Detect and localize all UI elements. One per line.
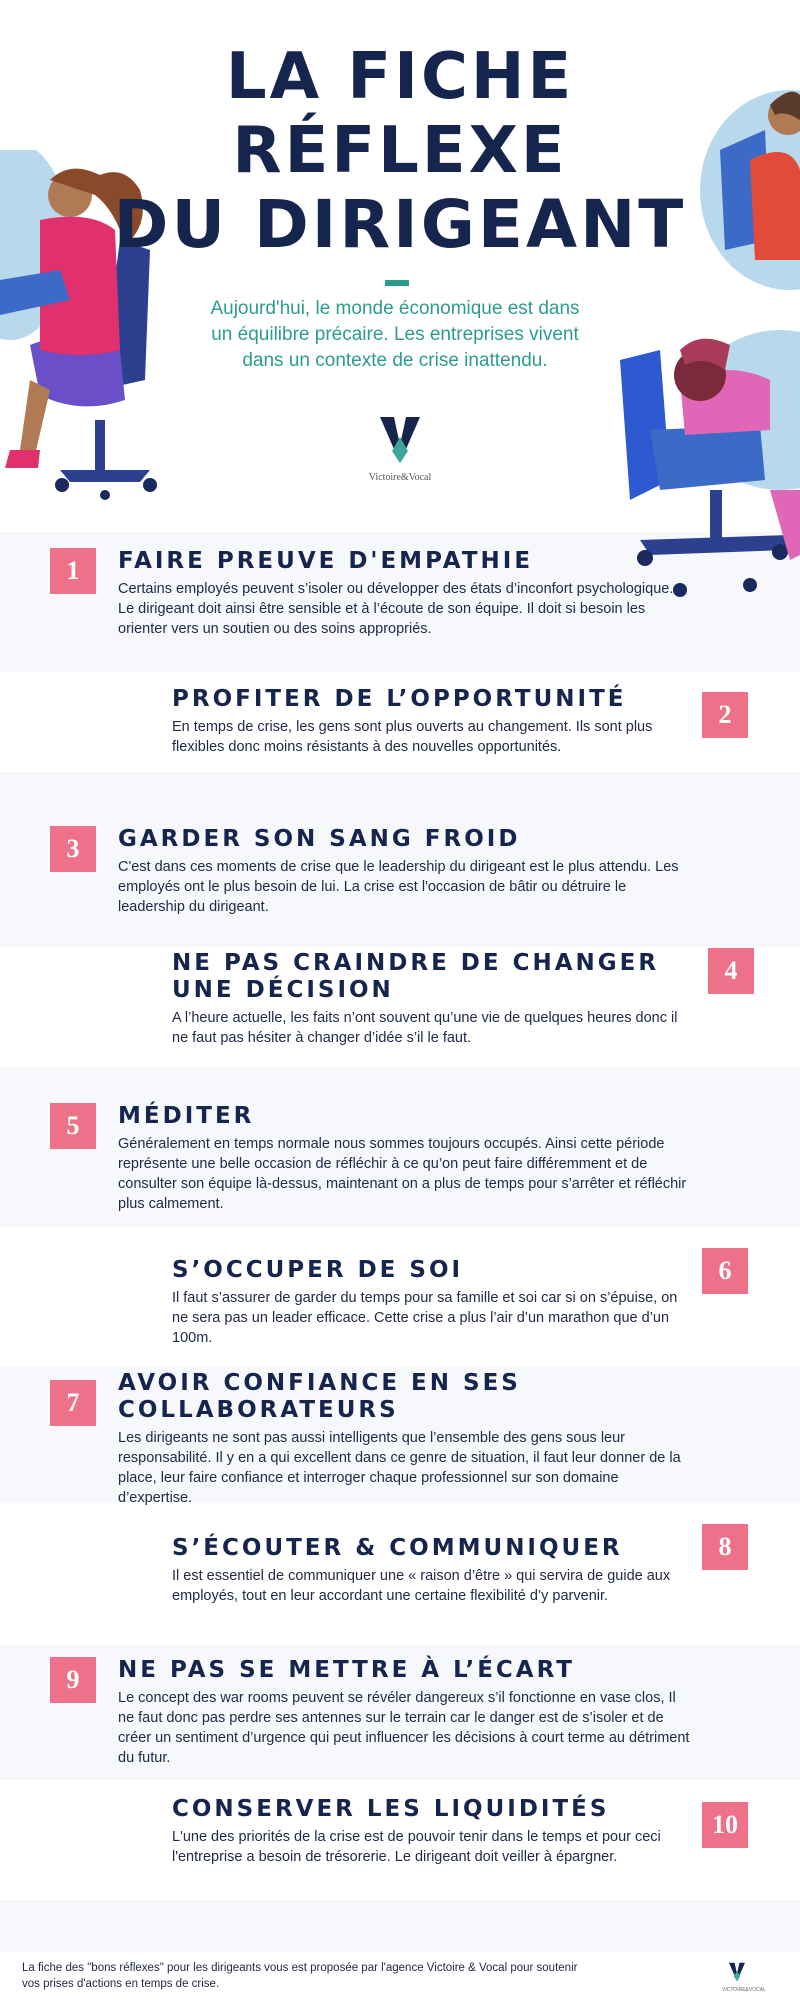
item-title: NE PAS CRAINDRE DE CHANGER UNE DÉCISION: [172, 950, 660, 1003]
list-item: [172, 1535, 687, 1606]
list-item: [118, 1657, 693, 1768]
item-title: S’ÉCOUTER & COMMUNIQUER: [172, 1535, 623, 1561]
item-title: S’OCCUPER DE SOI: [172, 1257, 464, 1283]
item-number-badge: 3: [50, 826, 96, 872]
brand-logo: [360, 415, 440, 483]
item-title: AVOIR CONFIANCE EN SES COLLABORATEURS: [118, 1370, 521, 1423]
title-line: DU DIRIGEANT: [113, 186, 687, 263]
footer-logo: [722, 1962, 766, 1993]
list-item: [118, 548, 693, 639]
item-number-badge: 6: [702, 1248, 748, 1294]
title-divider: [385, 280, 409, 286]
item-number-badge: 4: [708, 948, 754, 994]
footer-brand-name: VICTOIRE&VOCAL: [722, 1987, 766, 1993]
item-number-badge: 8: [702, 1524, 748, 1570]
footer-text: La fiche des "bons réflexes" pour les dirigeants vous est proposée par l'agence Victoire & Vocal pour soutenir vos prises d'actions en temps de crise.: [22, 1962, 578, 1990]
title-line: LA FICHE: [225, 40, 575, 114]
item-number-badge: 5: [50, 1103, 96, 1149]
item-text: L'une des priorités de la crise est de pouvoir tenir dans le temps et pour ceci l'entreprise a besoin de trésorerie. Le dirigeant doit veiller à épargner.: [172, 1829, 661, 1865]
item-number-badge: 10: [702, 1802, 748, 1848]
item-text: A l’heure actuelle, les faits n’ont souvent qu’une vie de quelques heures donc il ne faut pas hésiter à changer d’idée s’il le faut.: [172, 1010, 678, 1046]
item-title: CONSERVER LES LIQUIDITÉS: [172, 1796, 610, 1822]
item-text: Certains employés peuvent s’isoler ou développer des états d’inconfort psychologique. Le dirigeant doit ainsi être sensible et à l’écoute de son équipe. Il doit si besoin les orienter vers un soutien ou des soins appropriés.: [118, 581, 674, 637]
v-logo-icon: [378, 415, 422, 465]
item-text: Il est essentiel de communiquer une « raison d’être » qui servira de guide aux employés, tout en leur accordant une certaine flexibilité d’y parvenir.: [172, 1568, 671, 1604]
brand-name: Victoire&Vocal: [368, 472, 432, 483]
list-item: [172, 950, 692, 1048]
v-logo-icon: [728, 1962, 746, 1982]
item-title: NE PAS SE METTRE À L’ÉCART: [118, 1657, 575, 1683]
list-item: [118, 1103, 693, 1214]
item-number-badge: 2: [702, 692, 748, 738]
list-item: [172, 1796, 687, 1867]
item-number-badge: 7: [50, 1380, 96, 1426]
item-title: FAIRE PREUVE D'EMPATHIE: [118, 548, 534, 574]
item-text: C'est dans ces moments de crise que le leadership du dirigeant est le plus attendu. Les employés ont le plus besoin de lui. La crise est l'occasion de bâtir ou détruire le leadership du dirigeant.: [118, 859, 679, 915]
item-text: En temps de crise, les gens sont plus ouverts au changement. Ils sont plus flexibles donc moins résistants à des nouvelles opportunités.: [172, 719, 653, 755]
item-text: Généralement en temps normale nous sommes toujours occupés. Ainsi cette période représente une belle occasion de réfléchir à ce qu’on peut faire différemment et de consulter son équipe là-dessus, maintenant on a plus de temps pour s’arrêter et réfléchir plus calmement.: [118, 1136, 687, 1212]
list-item: [118, 826, 693, 917]
page-title: [0, 40, 800, 262]
item-title: GARDER SON SANG FROID: [118, 826, 521, 852]
item-text: Les dirigeants ne sont pas aussi intelligents que l’ensemble des gens sous leur responsabilité. Il y en a qui excellent dans ce genre de situation, il faut leur donner de la place, leur faire confiance et interroger chaque professionnel sur son domaine d’expertise.: [118, 1430, 681, 1506]
item-number-badge: 1: [50, 548, 96, 594]
list-item: [172, 686, 682, 757]
item-title: PROFITER DE L’OPPORTUNITÉ: [172, 686, 627, 712]
title-line: RÉFLEXE: [232, 114, 568, 188]
item-text: Il faut s’assurer de garder du temps pour sa famille et soi car si on s’épuise, on ne sera pas un leader efficace. Cette crise a plus l’air d’un marathon que d’un 100m.: [172, 1290, 678, 1346]
item-title: MÉDITER: [118, 1103, 255, 1129]
item-text: Le concept des war rooms peuvent se révéler dangereux s’il fonctionne en vase clos, Il ne faut donc pas perdre ses antennes sur le terrain car le danger est de s’isoler et de créer un sentiment d’urgence qui peut influencer les décisions à court terme au détriment du futur.: [118, 1690, 690, 1766]
list-item: [118, 1370, 693, 1508]
item-number-badge: 9: [50, 1657, 96, 1703]
section-band: [0, 1900, 800, 1952]
intro-text: Aujourd'hui, le monde économique est dans un équilibre précaire. Les entreprises vivent dans un contexte de crise inattendu.: [210, 298, 580, 371]
list-item: [172, 1257, 687, 1348]
